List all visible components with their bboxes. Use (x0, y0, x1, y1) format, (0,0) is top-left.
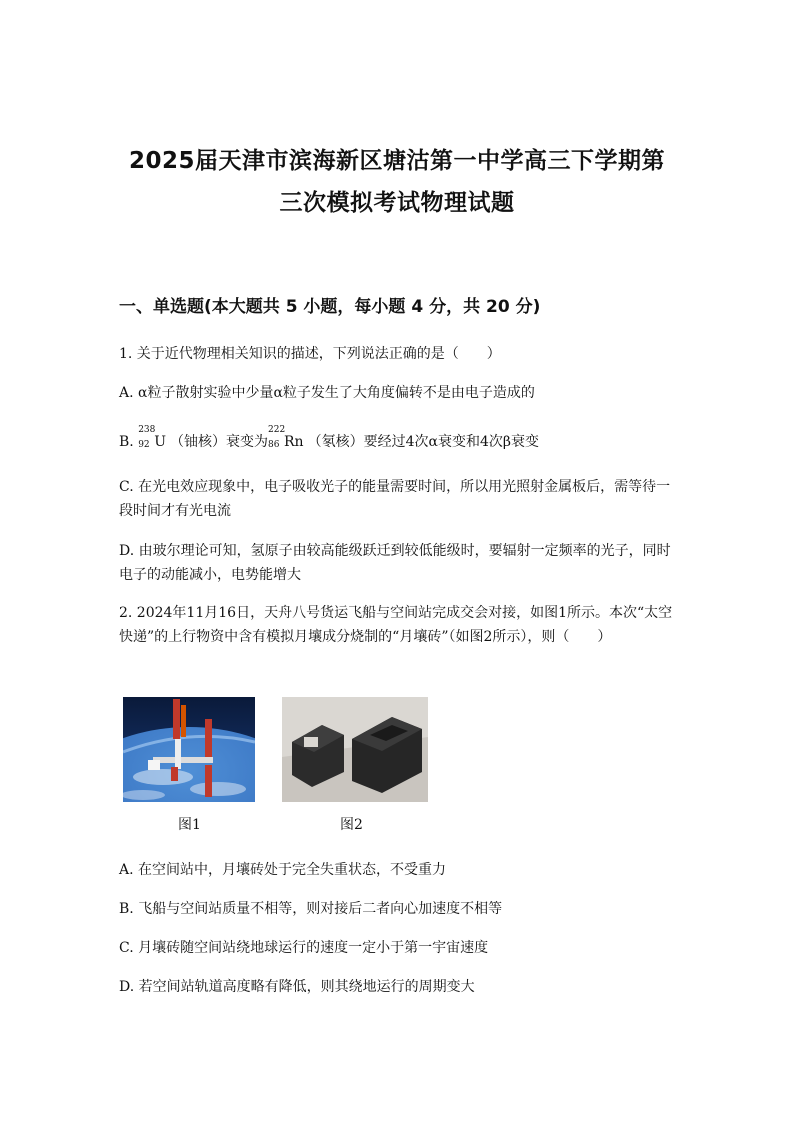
section-heading: 一、单选题(本大题共 5 小题，每小题 4 分，共 20 分) (119, 297, 541, 317)
q1-option-b-suffix: （氡核）要经过4次α衰变和4次β衰变 (307, 434, 539, 450)
q2-stem: 2. 2024年11月16日，天舟八号货运飞船与空间站完成交会对接，如图1所示。本次“太空快递”的上行物资中含有模拟月壤成分烧制的“月壤砖”（如图2所示），则（ ） (119, 605, 673, 645)
q1-option-a: A. α粒子散射实验中少量α粒子发生了大角度偏转不是由电子造成的 (119, 385, 535, 401)
radon-mass-number: 222 (268, 425, 286, 435)
figure1-caption: 图1 (178, 817, 201, 833)
lunar-soil-brick-figure (282, 697, 428, 802)
q2-option-c: C. 月壤砖随空间站绕地球运行的速度一定小于第一宇宙速度 (119, 940, 489, 956)
q1-option-b-mid: （铀核）衰变为 (170, 434, 269, 450)
radon-atomic-number: 86 (268, 440, 280, 450)
uranium-symbol: U (154, 434, 167, 450)
q1-option-b-prefix: B. (119, 434, 134, 450)
q1-option-b (119, 425, 539, 451)
uranium-atomic-number: 92 (138, 440, 150, 450)
q2-option-b: B. 飞船与空间站质量不相等，则对接后二者向心加速度不相等 (119, 901, 503, 917)
uranium-mass-number: 238 (138, 425, 156, 435)
figure2-caption: 图2 (340, 817, 363, 833)
q1-option-d: D. 由玻尔理论可知，氢原子由较高能级跃迁到较低能级时，要辐射一定频率的光子，同时电子的动能减小，电势能增大 (119, 543, 671, 583)
uranium-nuclide (138, 425, 167, 450)
q1-option-c: C. 在光电效应现象中，电子吸收光子的能量需要时间，所以用光照射金属板后，需等待一段时间才有光电流 (119, 479, 671, 519)
radon-symbol: Rn (284, 434, 304, 450)
space-station-figure (123, 697, 255, 802)
radon-nuclide (268, 425, 304, 450)
q1-stem: 1. 关于近代物理相关知识的描述，下列说法正确的是（ ） (119, 346, 501, 362)
doc-title-line2: 三次模拟考试物理试题 (279, 190, 515, 216)
q2-option-d: D. 若空间站轨道高度略有降低，则其绕地运行的周期变大 (119, 979, 475, 995)
doc-title-line1: 2025届天津市滨海新区塘沽第一中学高三下学期第 (128, 148, 665, 174)
q2-option-a: A. 在空间站中，月壤砖处于完全失重状态，不受重力 (119, 862, 447, 878)
